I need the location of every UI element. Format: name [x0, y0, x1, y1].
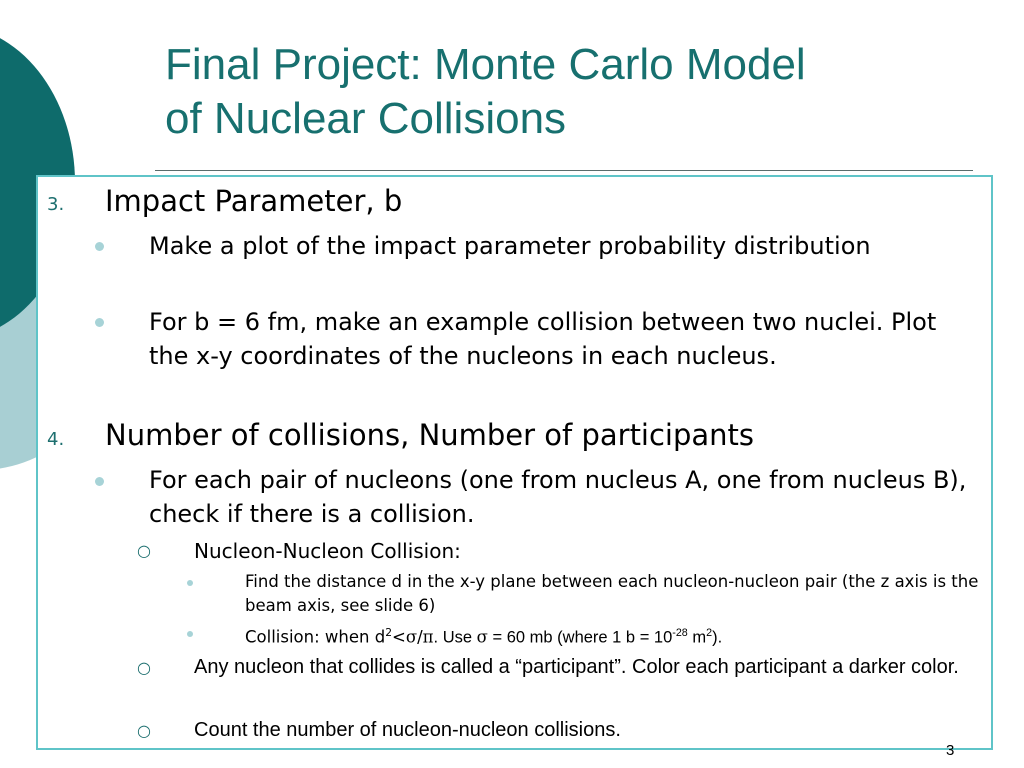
slash: / [417, 627, 423, 647]
sigma-symbol: σ [405, 627, 418, 647]
ring-bullet-icon: ○ [137, 541, 151, 560]
ring-bullet-icon: ○ [137, 721, 151, 740]
page-number: 3 [946, 742, 955, 759]
title-line-1: Final Project: Monte Carlo Model [165, 40, 806, 89]
item-3-bullet-1: Make a plot of the impact parameter probability distribution [149, 232, 871, 260]
item-4-sub-1-point-2 [245, 621, 985, 650]
slide-title [165, 38, 965, 146]
close-paren: ). [712, 628, 723, 647]
cross-section-text: = 60 mb (where 1 b = 10 [487, 628, 673, 647]
bullet-icon [95, 242, 104, 251]
item-3-number: 3. [47, 194, 65, 215]
item-4-number: 4. [47, 429, 65, 450]
item-4-sub-3: Count the number of nucleon-nucleon collisions. [194, 719, 621, 741]
title-line-2: of Nuclear Collisions [165, 94, 567, 143]
item-4-heading: Number of collisions, Number of participants [105, 418, 755, 452]
bullet-icon [95, 477, 104, 486]
bullet-icon [187, 580, 193, 586]
pi-symbol: π [422, 627, 434, 647]
title-divider [155, 170, 973, 171]
exponent: 2 [706, 627, 713, 639]
unit-text: m [687, 628, 707, 647]
use-text: . Use [433, 628, 477, 647]
bullet-icon [187, 631, 193, 637]
item-3-bullet-2: For b = 6 fm, make an example collision between two nuclei. Plot the x-y coordinates of the nucleons in each nucleus. [149, 308, 937, 370]
sigma-symbol: σ [476, 627, 488, 647]
item-4-sub-1: Nucleon-Nucleon Collision: [194, 539, 461, 563]
exponent: 2 [385, 626, 393, 639]
ring-bullet-icon: ○ [137, 658, 151, 677]
item-4-bullet-1: For each pair of nucleons (one from nucleus A, one from nucleus B), check if there is a collision. [149, 466, 967, 528]
less-than: < [392, 627, 406, 647]
collision-label: Collision: when d [245, 627, 386, 647]
item-4-sub-2: Any nucleon that collides is called a “participant”. Color each participant a darker color. [194, 656, 959, 678]
bullet-icon [95, 318, 104, 327]
item-3-heading: Impact Parameter, b [105, 184, 403, 218]
exponent: -28 [672, 627, 688, 639]
item-4-sub-1-point-1: Find the distance d in the x-y plane between each nucleon-nucleon pair (the z axis is the beam axis, see slide 6) [245, 572, 979, 615]
